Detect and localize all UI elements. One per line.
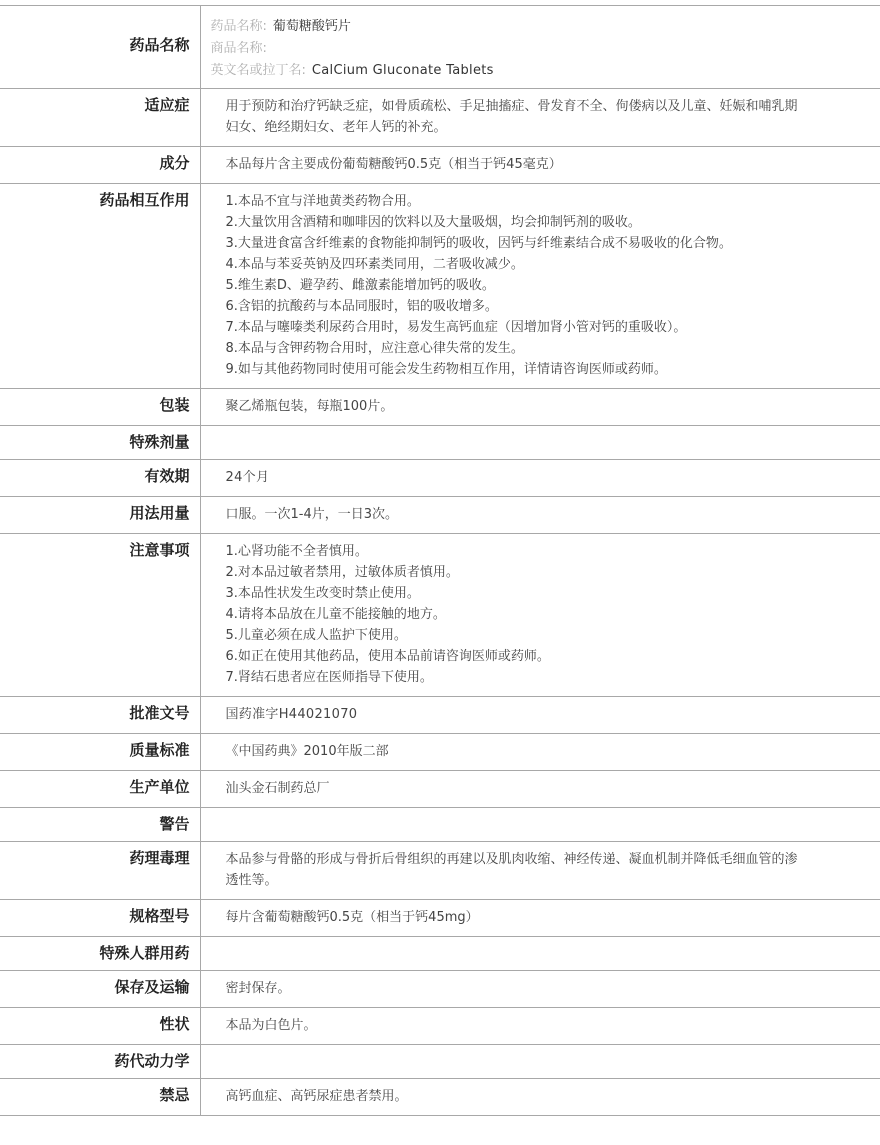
list-item: 4.请将本品放在儿童不能接触的地方。 — [226, 604, 880, 625]
list-item: 9.如与其他药物同时使用可能会发生药物相互作用，详情请咨询医师或药师。 — [226, 359, 880, 380]
row-quality-standard — [0, 734, 880, 771]
generic-name-value: 葡萄糖酸钙片 — [273, 19, 351, 34]
row-value — [200, 426, 880, 460]
row-label: 保存及运输 — [0, 971, 200, 1008]
row-value — [200, 1045, 880, 1079]
drug-spec-table — [0, 5, 880, 1116]
row-approval-number — [0, 697, 880, 734]
row-label: 性状 — [0, 1008, 200, 1045]
row-label: 包装 — [0, 389, 200, 426]
pharmacology-text: 本品参与骨骼的形成与骨折后骨组织的再建以及肌肉收缩、神经传递、凝血机制并降低毛细血管的渗透性等。 — [226, 849, 806, 891]
row-value: 本品为白色片。 — [200, 1008, 880, 1045]
row-value: 口服。一次1-4片，一日3次。 — [200, 497, 880, 534]
row-drug-name — [0, 6, 880, 89]
list-item: 1.本品不宜与洋地黄类药物合用。 — [226, 191, 880, 212]
row-value: 24个月 — [200, 460, 880, 497]
list-item: 3.大量进食富含纤维素的食物能抑制钙的吸收，因钙与纤维素结合成不易吸收的化合物。 — [226, 233, 880, 254]
row-precautions — [0, 534, 880, 697]
row-pharmacology — [0, 842, 880, 900]
row-value: 聚乙烯瓶包装，每瓶100片。 — [200, 389, 880, 426]
row-value — [200, 808, 880, 842]
row-special-dosage — [0, 426, 880, 460]
generic-name-key: 药品名称: — [211, 19, 267, 34]
row-label: 质量标准 — [0, 734, 200, 771]
row-label: 用法用量 — [0, 497, 200, 534]
row-value — [200, 937, 880, 971]
row-value — [200, 534, 880, 697]
list-item: 7.肾结石患者应在医师指导下使用。 — [226, 667, 880, 688]
list-item: 7.本品与噻嗪类利尿药合用时，易发生高钙血症（因增加肾小管对钙的重吸收）。 — [226, 317, 880, 338]
list-item: 3.本品性状发生改变时禁止使用。 — [226, 583, 880, 604]
list-item: 4.本品与苯妥英钠及四环素类同用，二者吸收减少。 — [226, 254, 880, 275]
list-item: 6.含铝的抗酸药与本品同服时，铝的吸收增多。 — [226, 296, 880, 317]
list-item: 2.大量饮用含酒精和咖啡因的饮料以及大量吸烟，均会抑制钙剂的吸收。 — [226, 212, 880, 233]
row-label: 药品相互作用 — [0, 184, 200, 389]
row-value: 本品每片含主要成份葡萄糖酸钙0.5克（相当于钙45毫克） — [200, 147, 880, 184]
indications-text: 用于预防和治疗钙缺乏症，如骨质疏松、手足抽搐症、骨发育不全、佝偻病以及儿童、妊娠和哺乳期妇女、绝经期妇女、老年人钙的补充。 — [226, 96, 806, 138]
english-name-value: CalCium Gluconate Tablets — [312, 63, 494, 78]
row-value — [200, 184, 880, 389]
row-value — [200, 89, 880, 147]
row-contraindications — [0, 1079, 880, 1116]
row-label: 规格型号 — [0, 900, 200, 937]
list-item: 6.如正在使用其他药品，使用本品前请咨询医师或药师。 — [226, 646, 880, 667]
list-item: 1.心肾功能不全者慎用。 — [226, 541, 880, 562]
english-name-key: 英文名或拉丁名: — [211, 63, 306, 78]
row-manufacturer — [0, 771, 880, 808]
row-label: 注意事项 — [0, 534, 200, 697]
row-interactions — [0, 184, 880, 389]
row-label: 禁忌 — [0, 1079, 200, 1116]
row-label: 适应症 — [0, 89, 200, 147]
row-label: 药理毒理 — [0, 842, 200, 900]
list-item: 2.对本品过敏者禁用，过敏体质者慎用。 — [226, 562, 880, 583]
row-label: 有效期 — [0, 460, 200, 497]
row-label: 成分 — [0, 147, 200, 184]
row-label: 警告 — [0, 808, 200, 842]
row-shelf-life — [0, 460, 880, 497]
row-pharmacokinetics — [0, 1045, 880, 1079]
row-label: 药品名称 — [0, 6, 200, 89]
row-packaging — [0, 389, 880, 426]
row-value: 国药准字H44021070 — [200, 697, 880, 734]
row-storage — [0, 971, 880, 1008]
row-appearance — [0, 1008, 880, 1045]
row-value: 《中国药典》2010年版二部 — [200, 734, 880, 771]
row-value: 汕头金石制药总厂 — [200, 771, 880, 808]
list-item: 8.本品与含钾药物合用时，应注意心律失常的发生。 — [226, 338, 880, 359]
row-value — [200, 6, 880, 89]
list-item: 5.儿童必须在成人监护下使用。 — [226, 625, 880, 646]
row-label: 批准文号 — [0, 697, 200, 734]
row-value: 密封保存。 — [200, 971, 880, 1008]
row-label: 特殊剂量 — [0, 426, 200, 460]
row-usage — [0, 497, 880, 534]
row-value: 高钙血症、高钙尿症患者禁用。 — [200, 1079, 880, 1116]
row-value: 每片含葡萄糖酸钙0.5克（相当于钙45mg） — [200, 900, 880, 937]
row-specification — [0, 900, 880, 937]
row-ingredients — [0, 147, 880, 184]
row-special-population — [0, 937, 880, 971]
row-indications — [0, 89, 880, 147]
row-label: 生产单位 — [0, 771, 200, 808]
row-value — [200, 842, 880, 900]
row-label: 药代动力学 — [0, 1045, 200, 1079]
row-warning — [0, 808, 880, 842]
list-item: 5.维生素D、避孕药、雌激素能增加钙的吸收。 — [226, 275, 880, 296]
row-label: 特殊人群用药 — [0, 937, 200, 971]
trade-name-key: 商品名称: — [211, 41, 267, 56]
